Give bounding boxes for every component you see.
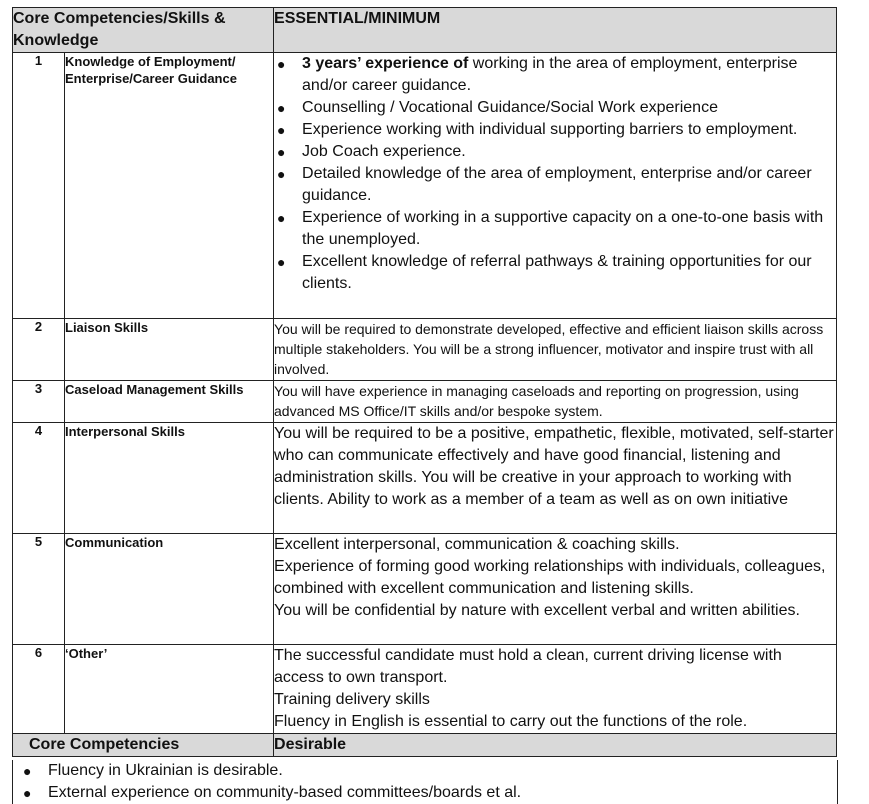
bullet-icon: ● (277, 100, 286, 116)
row-number: 2 (13, 319, 65, 381)
bullet-icon: ● (277, 56, 286, 72)
row-label: Caseload Management Skills (65, 381, 274, 423)
table-row (13, 381, 837, 423)
row-number: 4 (13, 423, 65, 534)
paragraph: You will be confidential by nature with excellent verbal and written abilities. (274, 602, 800, 619)
list-item (13, 760, 837, 782)
table-row (13, 423, 837, 534)
bullet-icon: ● (277, 122, 286, 138)
bullet-icon: ● (23, 785, 32, 801)
row-description (274, 53, 837, 319)
row-label: Interpersonal Skills (65, 423, 274, 534)
bullet-icon: ● (277, 166, 286, 182)
row-label: Liaison Skills (65, 319, 274, 381)
paragraph: Experience of forming good working relationships with individuals, colleagues, combined with excellent communication and listening skills. (274, 558, 826, 597)
row-number: 3 (13, 381, 65, 423)
bullet-text: Detailed knowledge of the area of employment, enterprise and/or career guidance. (302, 165, 812, 204)
bullet-icon: ● (23, 763, 32, 779)
header-core-competencies: Core Competencies (13, 734, 274, 757)
bullet-icon: ● (277, 144, 286, 160)
list-item (274, 119, 836, 141)
table-row (13, 645, 837, 734)
table-header-row (13, 8, 837, 53)
header-desirable: Desirable (274, 734, 837, 757)
row-description (274, 645, 837, 734)
table-row (13, 534, 837, 645)
bullet-text: Experience of working in a supportive capacity on a one-to-one basis with the unemployed. (302, 209, 824, 248)
list-item (274, 207, 836, 251)
row-number: 5 (13, 534, 65, 645)
row-number: 1 (13, 53, 65, 319)
essential-bullet-list (274, 53, 836, 295)
bullet-text: working in the area of employment, enterprise and/or career guidance. (302, 55, 798, 94)
bullet-text: Counselling / Vocational Guidance/Social Work experience (302, 99, 718, 116)
bullet-icon: ● (277, 210, 286, 226)
list-item (274, 251, 836, 295)
table-row (13, 319, 837, 381)
row-label: Communication (65, 534, 274, 645)
bullet-icon: ● (277, 254, 286, 270)
list-item (13, 782, 837, 804)
row-label: ‘Other’ (65, 645, 274, 734)
row-description: You will be required to be a positive, empathetic, flexible, motivated, self-starter who can communicate effectively and have good financial, listening and administration skills. You will be creative in your approach to working with clients. Ability to work as a member of a team as well as on own initiative (274, 423, 837, 534)
desirable-section (12, 760, 838, 804)
bullet-text: Excellent knowledge of referral pathways & training opportunities for our clients. (302, 253, 812, 292)
row-description (274, 534, 837, 645)
paragraph: Fluency in English is essential to carry out the functions of the role. (274, 713, 748, 730)
desirable-bullet-list (13, 760, 837, 804)
row-label: Knowledge of Employment/ Enterprise/Career Guidance (65, 53, 274, 319)
competencies-table (12, 7, 837, 757)
row-number: 6 (13, 645, 65, 734)
bullet-text: Experience working with individual supporting barriers to employment. (302, 121, 798, 138)
paragraph: The successful candidate must hold a clean, current driving license with access to own transport. (274, 647, 782, 686)
bullet-text: Fluency in Ukrainian is desirable. (48, 762, 283, 779)
bullet-text: Job Coach experience. (302, 143, 466, 160)
desirable-header-row (13, 734, 837, 757)
list-item (274, 53, 836, 97)
list-item (274, 97, 836, 119)
bullet-text: External experience on community-based committees/boards et al. (48, 784, 522, 801)
row-description: You will be required to demonstrate developed, effective and efficient liaison skills across multiple stakeholders. You will be a strong influencer, motivator and inspire trust with all involved. (274, 319, 837, 381)
list-item (274, 163, 836, 207)
paragraph: Excellent interpersonal, communication & coaching skills. (274, 536, 680, 553)
table-row (13, 53, 837, 319)
list-item (274, 141, 836, 163)
bold-text: 3 years’ experience of (302, 55, 469, 72)
paragraph: Training delivery skills (274, 691, 430, 708)
row-description: You will have experience in managing caseloads and reporting on progression, using advanced MS Office/IT skills and/or bespoke system. (274, 381, 837, 423)
header-competencies: Core Competencies/Skills & Knowledge (13, 8, 274, 53)
header-essential: ESSENTIAL/MINIMUM (274, 8, 837, 53)
